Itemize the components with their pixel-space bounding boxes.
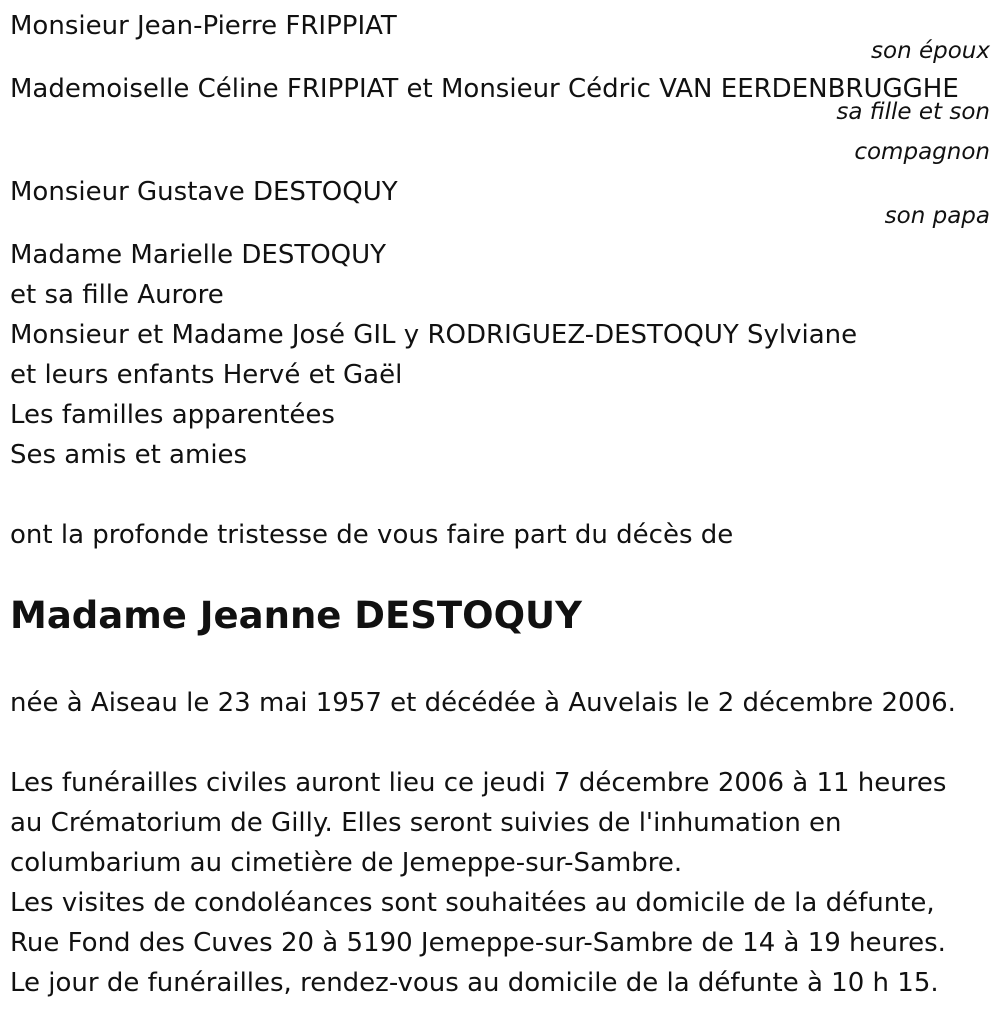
other-mourner-line: Madame Marielle DESTOQUY (10, 240, 387, 270)
family-member-3-role: son papa (884, 203, 990, 229)
family-member-3-name: Monsieur Gustave DESTOQUY (10, 177, 398, 207)
funeral-detail-line: columbarium au cimetière de Jemeppe-sur-Sambre. (10, 848, 683, 878)
family-member-1-role: son époux (871, 38, 990, 64)
funeral-detail-line: Le jour de funérailles, rendez-vous au domicile de la défunte à 10 h 15. (10, 968, 939, 998)
family-member-2-name: Mademoiselle Céline FRIPPIAT et Monsieur Cédric VAN EERDENBRUGGHE (10, 74, 959, 104)
announcement-text: ont la profonde tristesse de vous faire part du décès de (10, 520, 734, 550)
obituary-notice (10, 0, 990, 1017)
funeral-detail-line: Les visites de condoléances sont souhaitées au domicile de la défunte, (10, 888, 935, 918)
other-mourner-line: Les familles apparentées (10, 400, 335, 430)
birth-death-text: née à Aiseau le 23 mai 1957 et décédée à Auvelais le 2 décembre 2006. (10, 688, 956, 718)
deceased-name: Madame Jeanne DESTOQUY (10, 594, 582, 637)
other-mourner-line: Monsieur et Madame José GIL y RODRIGUEZ-DESTOQUY Sylviane (10, 320, 858, 350)
funeral-detail-line: Rue Fond des Cuves 20 à 5190 Jemeppe-sur-Sambre de 14 à 19 heures. (10, 928, 946, 958)
family-member-2-role-line-1: sa fille et son (836, 99, 990, 125)
funeral-detail-line: Les funérailles civiles auront lieu ce jeudi 7 décembre 2006 à 11 heures (10, 768, 947, 798)
other-mourner-line: et sa fille Aurore (10, 280, 224, 310)
family-member-2-role-line-2: compagnon (854, 139, 990, 165)
other-mourner-line: et leurs enfants Hervé et Gaël (10, 360, 403, 390)
funeral-detail-line: au Crématorium de Gilly. Elles seront suivies de l'inhumation en (10, 808, 842, 838)
family-member-1-name: Monsieur Jean-Pierre FRIPPIAT (10, 11, 397, 41)
other-mourner-line: Ses amis et amies (10, 440, 248, 470)
